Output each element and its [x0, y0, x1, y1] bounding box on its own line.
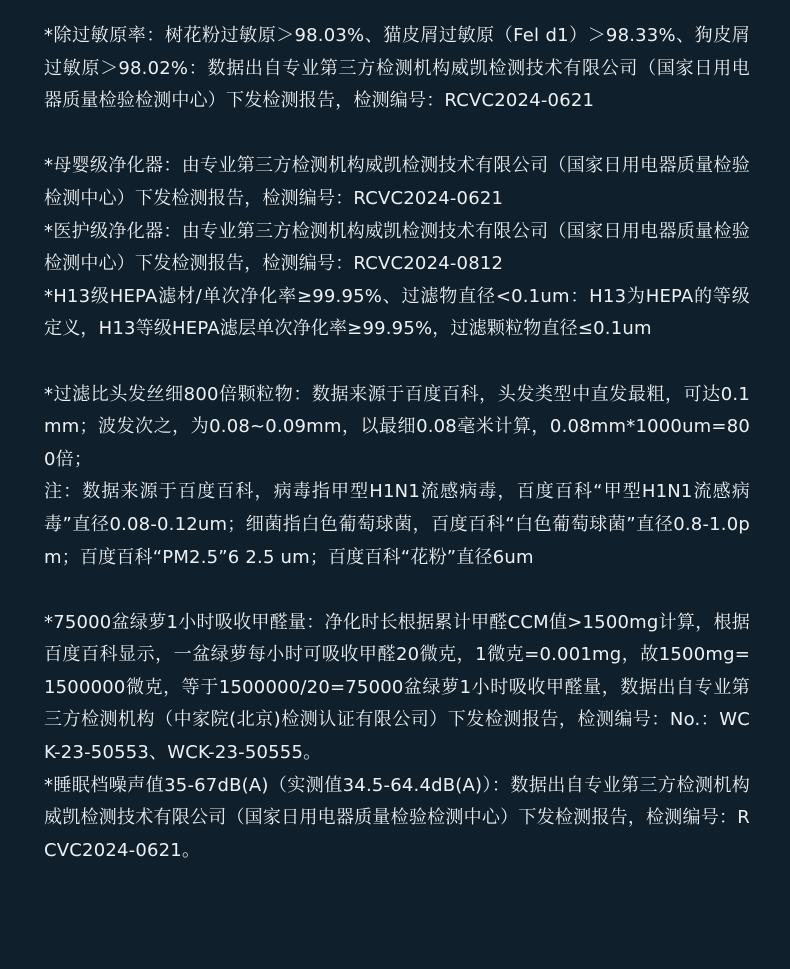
- note-allergen-removal: *除过敏原率：树花粉过敏原＞98.03%、猫皮屑过敏原（Fel d1）＞98.33%、狗皮屑过敏原＞98.02%：数据出自专业第三方检测机构威凯检测技术有限公司（国家日用电器质量检验检测中心）下发检测报告，检测编号：RCVC2024-0621: [44, 25, 750, 112]
- paragraph-spacer: [44, 574, 750, 607]
- note-medical-grade: *医护级净化器：由专业第三方检测机构威凯检测技术有限公司（国家日用电器质量检验检测中心）下发检测报告，检测编号：RCVC2024-0812: [44, 220, 750, 275]
- note-pothos-formaldehyde: *75000盆绿萝1小时吸收甲醛量：净化时长根据累计甲醛CCM值>1500mg计算，根据百度百科显示，一盆绿萝每小时可吸收甲醛20微克，1微克=0.001mg，故1500mg=1500000微克，等于1500000/20=75000盆绿萝1小时吸收甲醛量，数据出自专业第三方检测机构（中家院(北京)检测认证有限公司）下发检测报告，检测编号：No.：WCK-23-50553、WCK-23-50555。: [44, 611, 750, 764]
- paragraph-spacer: [44, 118, 750, 151]
- note-maternal-grade: *母婴级净化器：由专业第三方检测机构威凯检测技术有限公司（国家日用电器质量检验检测中心）下发检测报告，检测编号：RCVC2024-0621: [44, 155, 750, 209]
- note-hepa-h13: *H13级HEPA滤材/单次净化率≥99.95%、过滤物直径<0.1um：H13为HEPA的等级定义，H13等级HEPA滤层单次净化率≥99.95%，过滤颗粒物直径≤0.1um: [44, 285, 750, 340]
- paragraph-spacer: [44, 346, 750, 379]
- note-data-source: 注：数据来源于百度百科，病毒指甲型H1N1流感病毒，百度百科“甲型H1N1流感病毒”直径0.08-0.12um；细菌指白色葡萄球菌，百度百科“白色葡萄球菌”直径0.8-1.0pm；百度百科“PM2.5”6 2.5 um；百度百科“花粉”直径6um: [44, 481, 750, 568]
- note-hair-comparison: *过滤比头发丝细800倍颗粒物：数据来源于百度百科，头发类型中直发最粗，可达0.1mm；波发次之，为0.08~0.09mm，以最细0.08毫米计算，0.08mm*1000um=800倍；: [44, 383, 750, 470]
- note-sleep-noise: *睡眠档噪声值35-67dB(A)（实测值34.5-64.4dB(A)）：数据出自专业第三方检测机构威凯检测技术有限公司（国家日用电器质量检验检测中心）下发检测报告，检测编号：RCVC2024-0621。: [44, 774, 750, 861]
